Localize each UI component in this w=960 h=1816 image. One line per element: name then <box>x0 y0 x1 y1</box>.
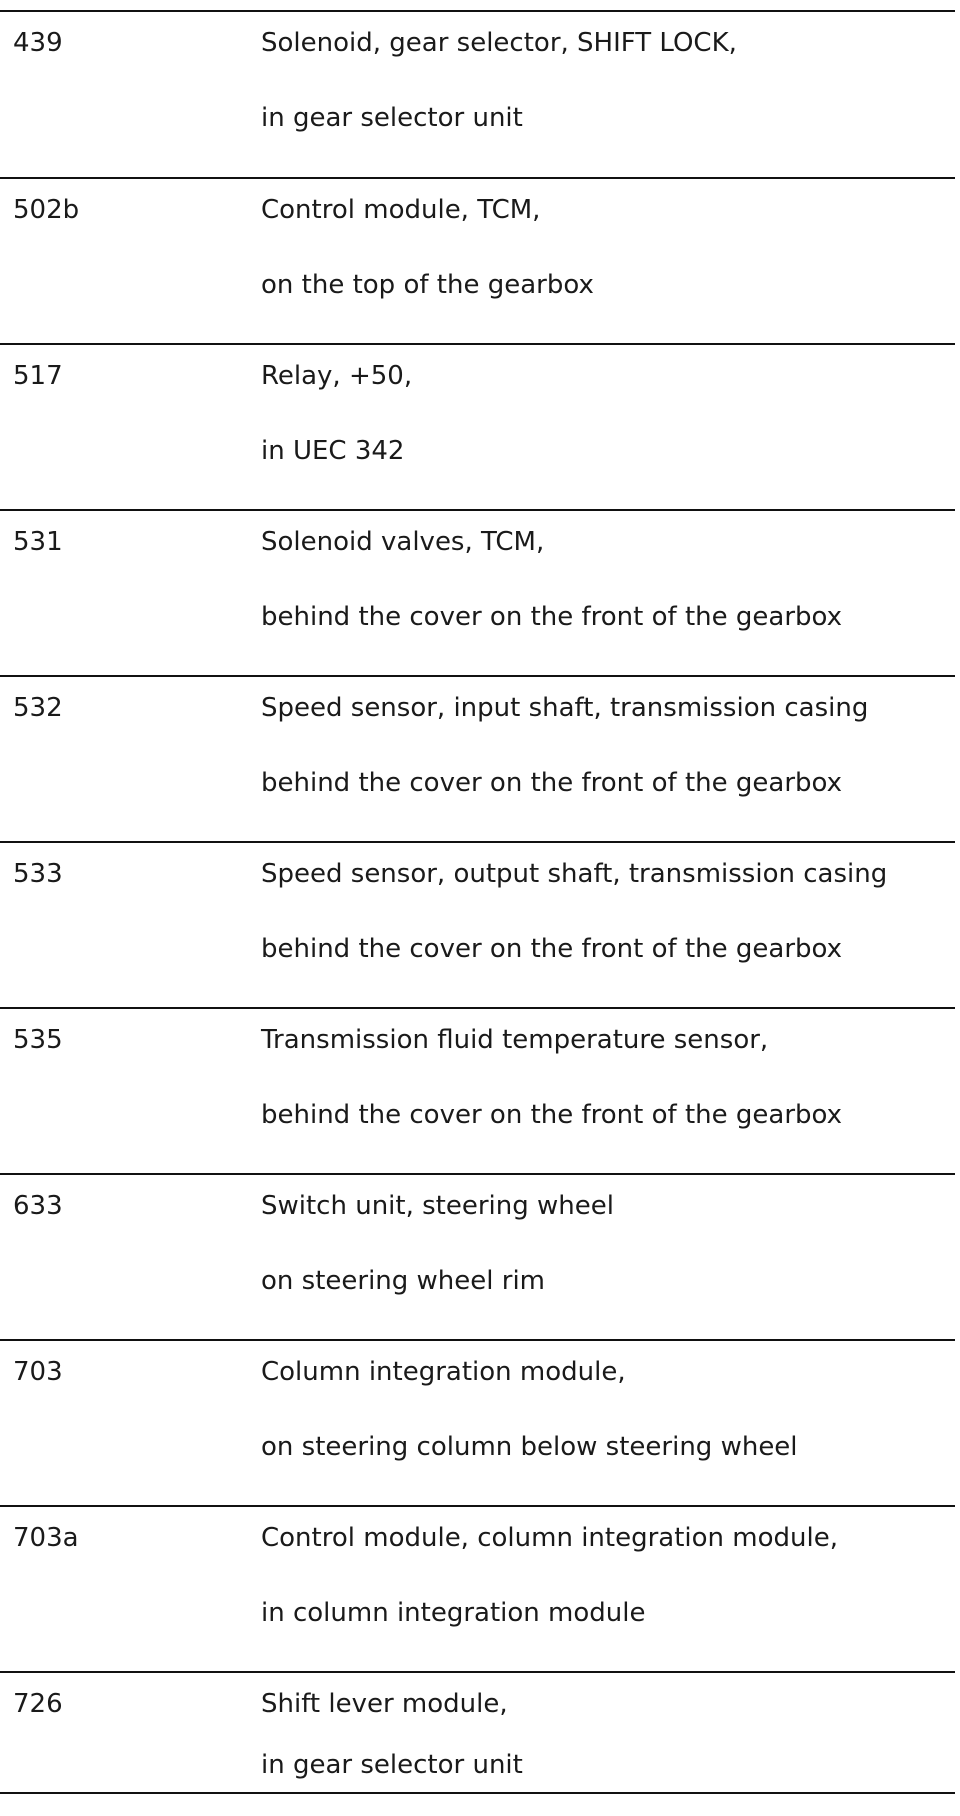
component-location: in UEC 342 <box>261 436 405 466</box>
table-row <box>0 345 955 511</box>
component-location: in column integration module <box>261 1598 646 1628</box>
component-description: Solenoid, gear selector, SHIFT LOCK, <box>261 28 737 58</box>
component-table <box>0 10 955 1794</box>
component-description: Control module, column integration module, <box>261 1523 838 1553</box>
component-code: 633 <box>13 1191 63 1221</box>
component-code: 502b <box>13 195 80 225</box>
component-location: in gear selector unit <box>261 1750 523 1780</box>
component-description: Column integration module, <box>261 1357 626 1387</box>
component-code: 703a <box>13 1523 79 1553</box>
table-row <box>0 179 955 345</box>
component-description: Transmission fluid temperature sensor, <box>261 1025 769 1055</box>
table-row <box>0 1175 955 1341</box>
component-description: Control module, TCM, <box>261 195 541 225</box>
component-code: 535 <box>13 1025 63 1055</box>
component-location: behind the cover on the front of the gearbox <box>261 934 843 964</box>
component-location: on the top of the gearbox <box>261 270 594 300</box>
component-code: 439 <box>13 28 63 58</box>
component-location: on steering wheel rim <box>261 1266 546 1296</box>
component-location: behind the cover on the front of the gearbox <box>261 602 843 632</box>
table-row <box>0 1673 955 1794</box>
component-description: Speed sensor, output shaft, transmission casing <box>261 859 888 889</box>
table-row <box>0 511 955 677</box>
table-row <box>0 1009 955 1175</box>
component-code: 533 <box>13 859 63 889</box>
component-description: Switch unit, steering wheel <box>261 1191 614 1221</box>
component-description: Solenoid valves, TCM, <box>261 527 545 557</box>
table-row <box>0 677 955 843</box>
component-description: Shift lever module, <box>261 1689 508 1719</box>
component-description: Relay, +50, <box>261 361 413 391</box>
component-code: 726 <box>13 1689 63 1719</box>
component-location: on steering column below steering wheel <box>261 1432 798 1462</box>
component-location: behind the cover on the front of the gearbox <box>261 1100 843 1130</box>
component-code: 703 <box>13 1357 63 1387</box>
component-location: in gear selector unit <box>261 103 523 133</box>
component-location: behind the cover on the front of the gearbox <box>261 768 843 798</box>
component-code: 531 <box>13 527 63 557</box>
table-row <box>0 1507 955 1673</box>
component-code: 517 <box>13 361 63 391</box>
component-code: 532 <box>13 693 63 723</box>
table-row <box>0 12 955 179</box>
table-row <box>0 843 955 1009</box>
table-row <box>0 1341 955 1507</box>
component-description: Speed sensor, input shaft, transmission casing <box>261 693 869 723</box>
